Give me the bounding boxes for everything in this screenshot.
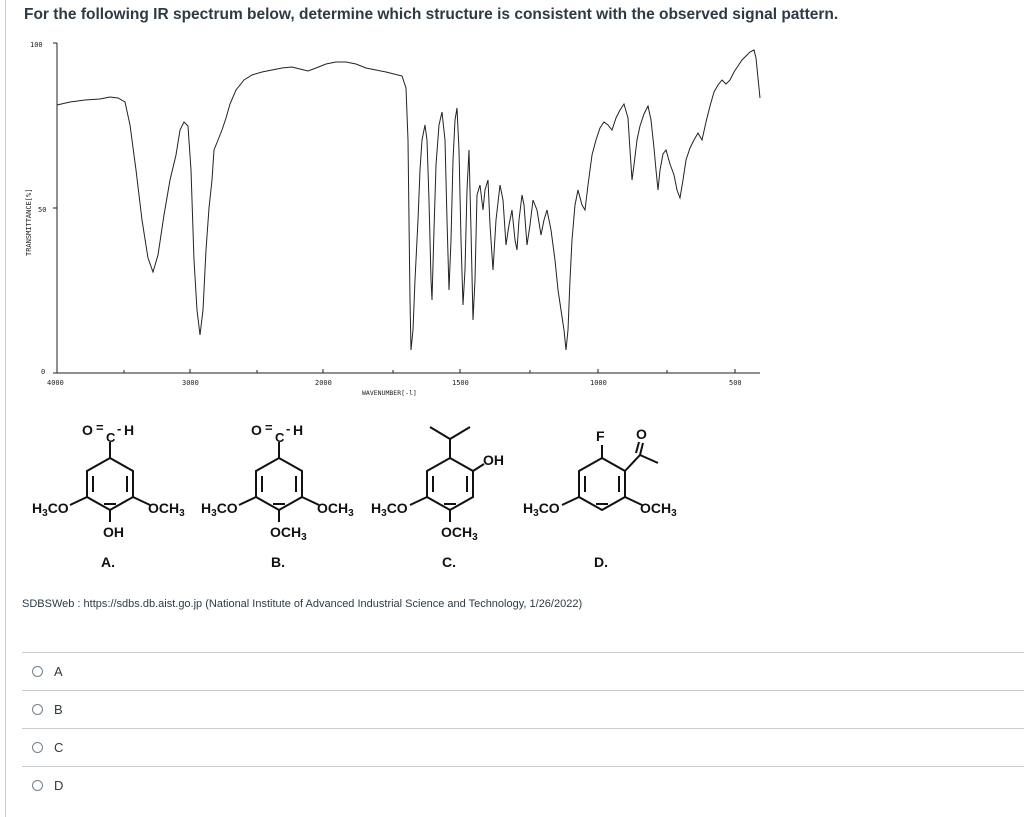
svg-text:H3CO: $H_3CO$ bbox=[201, 500, 238, 519]
x-tick-label: 3000 bbox=[182, 379, 199, 387]
structure-letter: B. bbox=[271, 554, 285, 570]
x-tick-label: 500 bbox=[729, 379, 742, 387]
x-tick-label: 2000 bbox=[315, 379, 332, 387]
y-tick-label: 100 bbox=[30, 41, 43, 49]
answer-options bbox=[22, 652, 1024, 804]
svg-text:-: - bbox=[286, 421, 291, 436]
svg-text:H3CO: $H_3CO$ bbox=[371, 500, 408, 519]
structure-c bbox=[371, 427, 504, 570]
svg-text:O: O bbox=[636, 426, 647, 442]
svg-text:H3CO: $H_3CO$ bbox=[32, 500, 69, 519]
svg-text:H: H bbox=[293, 422, 304, 438]
structures-figure bbox=[0, 415, 780, 585]
y-axis-label: TRANSMITTANCE[%] bbox=[25, 188, 33, 256]
svg-text:H: H bbox=[124, 422, 135, 438]
svg-text:OH: OH bbox=[483, 452, 504, 468]
answer-label: C bbox=[54, 740, 64, 755]
svg-text:F: F bbox=[596, 428, 605, 444]
answer-option-c[interactable] bbox=[22, 728, 1024, 766]
svg-text:O: O bbox=[82, 422, 93, 438]
svg-text:C: C bbox=[275, 430, 285, 445]
svg-text:=: = bbox=[265, 420, 273, 435]
x-axis-label: WAVENUMBER[-l] bbox=[362, 389, 417, 397]
svg-text:O: O bbox=[251, 422, 262, 438]
structure-letter: D. bbox=[594, 554, 608, 570]
answer-label: A bbox=[54, 664, 63, 679]
structure-b bbox=[201, 420, 354, 570]
spectrum-trace bbox=[57, 50, 760, 350]
source-citation: SDBSWeb : https://sdbs.db.aist.go.jp (National Institute of Advanced Industrial Science and Technology, 1/26/2022) bbox=[22, 598, 583, 610]
structure-letter: C. bbox=[442, 554, 456, 570]
structure-a bbox=[32, 420, 185, 570]
x-tick-label: 1000 bbox=[590, 379, 607, 387]
svg-text:OCH3: $OCH_3$ bbox=[148, 500, 185, 519]
answer-label: D bbox=[54, 778, 64, 793]
ir-spectrum-figure bbox=[0, 30, 780, 402]
svg-text:OCH3: $OCH_3$ bbox=[270, 524, 307, 543]
radio-button[interactable] bbox=[32, 666, 43, 677]
svg-text:-: - bbox=[117, 421, 122, 436]
question-text: For the following IR spectrum below, determine which structure is consistent with the observed signal pattern. bbox=[24, 6, 839, 23]
y-tick-label: 0 bbox=[41, 368, 46, 376]
x-tick-label: 1500 bbox=[452, 379, 469, 387]
answer-option-d[interactable] bbox=[22, 766, 1024, 804]
svg-text:H3CO: $H_3CO$ bbox=[523, 500, 560, 519]
y-tick-label: 50 bbox=[38, 206, 47, 214]
svg-text:OCH3: $OCH_3$ bbox=[441, 524, 478, 543]
structure-d bbox=[523, 426, 677, 570]
radio-button[interactable] bbox=[32, 780, 43, 791]
x-tick-label: 4000 bbox=[47, 379, 64, 387]
structure-letter: A. bbox=[101, 554, 115, 570]
radio-button[interactable] bbox=[32, 704, 43, 715]
answer-option-a[interactable] bbox=[22, 652, 1024, 690]
svg-text:OH: OH bbox=[103, 524, 124, 540]
svg-text:=: = bbox=[96, 420, 104, 435]
answer-label: B bbox=[54, 702, 63, 717]
svg-text:OCH3: $OCH_3$ bbox=[317, 500, 354, 519]
radio-button[interactable] bbox=[32, 742, 43, 753]
svg-text:OCH3: $OCH_3$ bbox=[640, 500, 677, 519]
svg-text:C: C bbox=[106, 430, 116, 445]
answer-option-b[interactable] bbox=[22, 690, 1024, 728]
